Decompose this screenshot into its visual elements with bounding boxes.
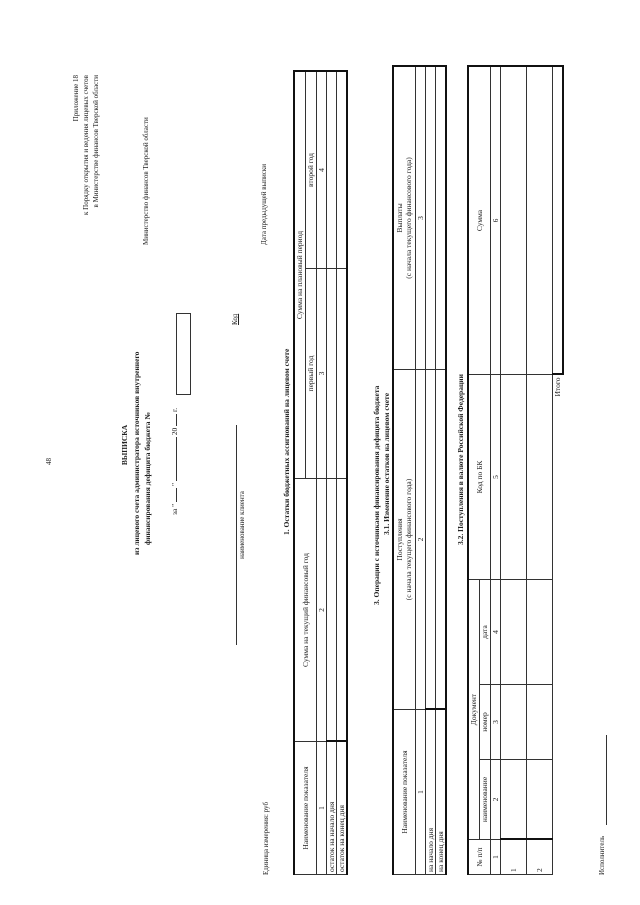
s31-cell bbox=[435, 66, 446, 370]
s32-cell bbox=[500, 685, 526, 760]
s31-col-in-label: Поступления bbox=[395, 518, 405, 561]
s32-cell bbox=[526, 66, 552, 375]
date-suffix: г. bbox=[170, 407, 179, 412]
s1-col-name: Наименование показателя bbox=[294, 742, 316, 875]
s1-num: 4 bbox=[316, 71, 326, 269]
s1-col-plan: Сумма на плановый период bbox=[294, 71, 305, 479]
s1-num: 2 bbox=[316, 479, 326, 742]
s32-cell bbox=[526, 685, 552, 760]
client-name-line bbox=[236, 425, 237, 645]
code-label: Код bbox=[231, 313, 239, 325]
s1-row-label: остаток на конец дня bbox=[336, 742, 347, 875]
s1-cell bbox=[326, 71, 336, 269]
s32-num: 5 bbox=[490, 375, 500, 580]
s32-row-num: 1 bbox=[500, 840, 526, 875]
account-number-box bbox=[176, 313, 191, 395]
ministry-name: Министерство финансов Тверской области bbox=[142, 117, 150, 245]
date-prefix: за " bbox=[170, 503, 179, 515]
s31-col-out-label: Выплаты bbox=[395, 203, 405, 233]
s31-col-in-note: (с начала текущего финансового года) bbox=[404, 478, 414, 601]
s32-num: 4 bbox=[490, 580, 500, 685]
s32-cell bbox=[500, 375, 526, 580]
executor-signature-line bbox=[606, 735, 607, 825]
executor-label: Исполнитель bbox=[598, 835, 606, 875]
prev-statement-label: Дата предыдущей выписки bbox=[260, 163, 268, 245]
s31-col-in bbox=[393, 370, 415, 710]
s1-cell bbox=[336, 269, 347, 479]
s1-col-first: первый год bbox=[305, 269, 316, 479]
appendix-line3: в Министерстве финансов Тверской области bbox=[92, 75, 100, 208]
s32-col-doc-name: наименование bbox=[479, 760, 490, 840]
s1-cell bbox=[336, 479, 347, 742]
s32-num: 6 bbox=[490, 66, 500, 375]
s32-row-num: 2 bbox=[526, 840, 552, 875]
s32-total-label: Итого bbox=[552, 375, 563, 875]
s1-num: 1 bbox=[316, 742, 326, 875]
document-subtitle2: финансирования дефицита бюджета № bbox=[143, 412, 152, 545]
document-subtitle1: из лицевого счета администратора источников внутреннего bbox=[132, 351, 141, 555]
s1-cell bbox=[326, 479, 336, 742]
s31-col-out-note: (с начала текущего финансового года) bbox=[404, 157, 414, 279]
appendix-line1: Приложение 18 bbox=[72, 75, 80, 122]
s31-num: 1 bbox=[415, 710, 425, 875]
s32-col-bk: Код по БК bbox=[468, 375, 490, 580]
section3-1-title: 3.1. Изменение остатков на лицевом счете bbox=[382, 392, 391, 535]
s31-cell bbox=[435, 370, 446, 710]
s1-num: 3 bbox=[316, 269, 326, 479]
date-line bbox=[170, 408, 179, 515]
document-title: ВЫПИСКА bbox=[120, 424, 129, 466]
s32-col-sum: Сумма bbox=[468, 66, 490, 375]
section3-2-table bbox=[467, 65, 564, 875]
section3-title: 3. Операции с источниками финансирования дефицита бюджета bbox=[372, 385, 381, 605]
s32-col-no: № п/п bbox=[468, 840, 490, 875]
s32-cell bbox=[526, 375, 552, 580]
s32-cell bbox=[500, 66, 526, 375]
s31-row-label: на начало дня bbox=[425, 710, 435, 875]
units-label: Единица измерения: руб bbox=[262, 801, 270, 875]
s32-cell bbox=[526, 580, 552, 685]
s31-num: 3 bbox=[415, 66, 425, 370]
s32-col-doc: Документ bbox=[468, 580, 479, 840]
section1-table bbox=[293, 70, 348, 875]
page-number: 48 bbox=[45, 458, 53, 465]
s31-cell bbox=[425, 66, 435, 370]
s32-total-cell bbox=[552, 66, 563, 375]
appendix-line2: к Порядку открытия и ведения лицевых счетов bbox=[82, 75, 90, 216]
s1-row-label: остаток на начало дня bbox=[326, 742, 336, 875]
s1-col-second: второй год bbox=[305, 71, 316, 269]
s32-num: 2 bbox=[490, 760, 500, 840]
s31-row-label: на конец дня bbox=[435, 710, 446, 875]
s31-cell bbox=[425, 370, 435, 710]
s32-cell bbox=[500, 760, 526, 840]
s32-num: 3 bbox=[490, 685, 500, 760]
s32-num: 1 bbox=[490, 840, 500, 875]
date-year: 20 bbox=[170, 427, 179, 436]
s1-col-current: Сумма на текущий финансовый год bbox=[294, 479, 316, 742]
s32-col-doc-num: номер bbox=[479, 685, 490, 760]
section3-1-table bbox=[392, 65, 447, 875]
section1-title: 1. Остатки бюджетных ассигнований на лицевом счете bbox=[282, 348, 291, 535]
s31-num: 2 bbox=[415, 370, 425, 710]
date-mid: " bbox=[170, 482, 179, 487]
s32-cell bbox=[500, 580, 526, 685]
s1-cell bbox=[326, 269, 336, 479]
s31-col-name: Наименование показателя bbox=[393, 710, 415, 875]
s32-col-doc-date: дата bbox=[479, 580, 490, 685]
section3-2-title: 3.2. Поступления в валюте Российской Федерации bbox=[456, 374, 465, 545]
s31-col-out bbox=[393, 66, 415, 370]
s32-cell bbox=[526, 760, 552, 840]
s1-cell bbox=[336, 71, 347, 269]
client-caption: наименование клиента bbox=[238, 491, 246, 559]
